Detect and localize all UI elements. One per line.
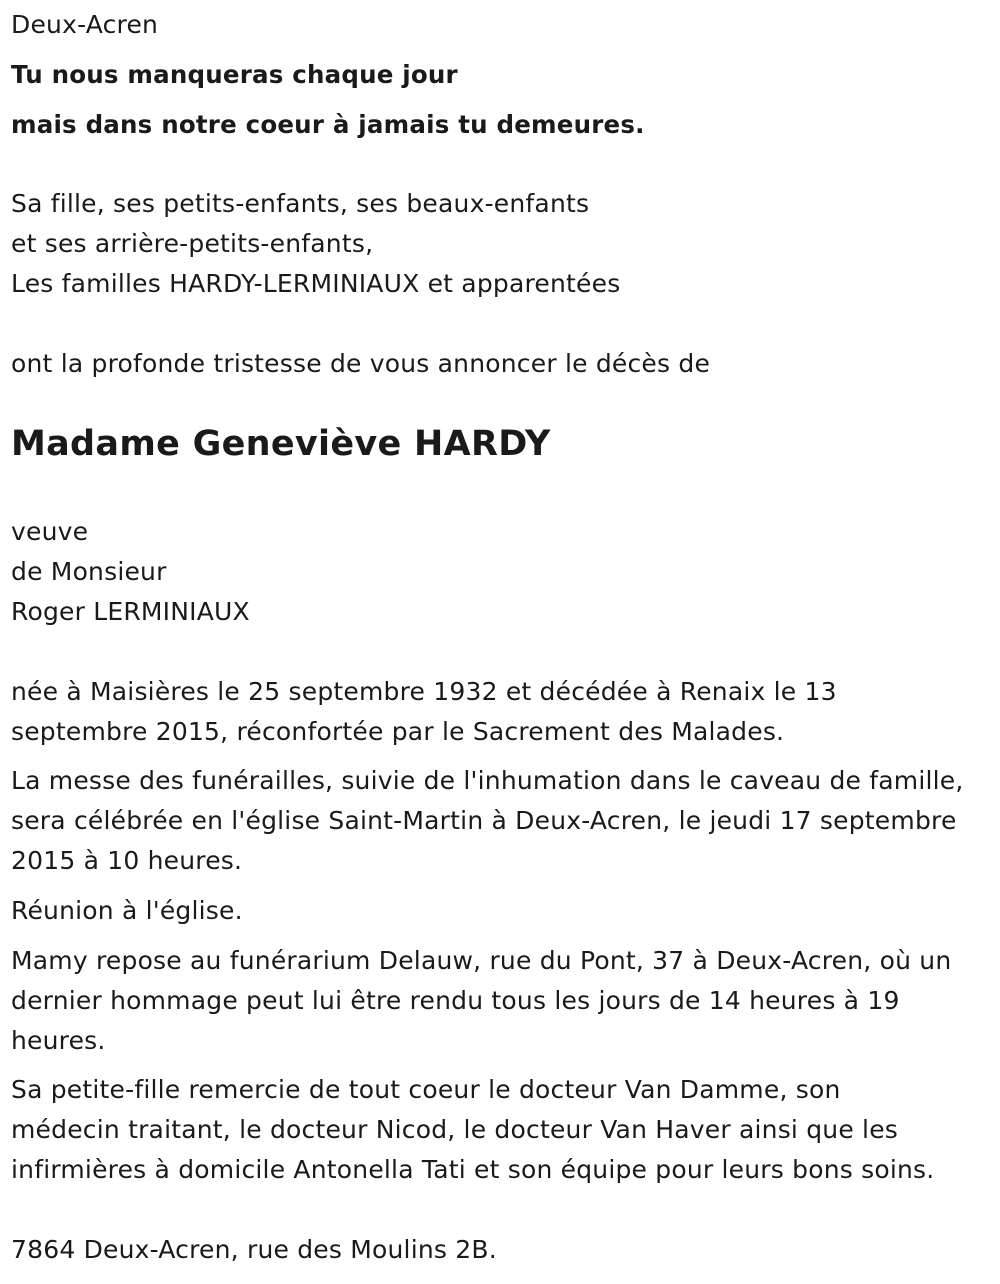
thanks-line-3: infirmières à domicile Antonella Tati et son équipe pour leurs bons soins.: [11, 1155, 935, 1184]
visitation-line-2: dernier hommage peut lui être rendu tous les jours de 14 heures à 19: [11, 986, 900, 1015]
family-line-2: et ses arrière-petits-enfants,: [11, 229, 374, 258]
birth-death-line-1: née à Maisières le 25 septembre 1932 et décédée à Renaix le 13: [11, 677, 837, 706]
spouse-line-3: Roger LERMINIAUX: [11, 597, 250, 626]
address-text: 7864 Deux-Acren, rue des Moulins 2B.: [11, 1235, 497, 1264]
family-line-1: Sa fille, ses petits-enfants, ses beaux-enfants: [11, 189, 590, 218]
funeral-line-2: sera célébrée en l'église Saint-Martin à Deux-Acren, le jeudi 17 septembre: [11, 806, 957, 835]
thanks-line-1: Sa petite-fille remercie de tout coeur le docteur Van Damme, son: [11, 1075, 841, 1104]
spouse-line-1: veuve: [11, 517, 89, 546]
visitation-line-3: heures.: [11, 1026, 106, 1055]
funeral-line-3: 2015 à 10 heures.: [11, 846, 243, 875]
family-line-3: Les familles HARDY-LERMINIAUX et apparentées: [11, 269, 621, 298]
location-header: Deux-Acren: [11, 10, 159, 39]
announcement-text: ont la profonde tristesse de vous annoncer le décès de: [11, 349, 711, 378]
deceased-name: Madame Geneviève HARDY: [11, 424, 551, 464]
verse-line-1: Tu nous manqueras chaque jour: [11, 60, 458, 89]
visitation-line-1: Mamy repose au funérarium Delauw, rue du Pont, 37 à Deux-Acren, où un: [11, 946, 952, 975]
thanks-line-2: médecin traitant, le docteur Nicod, le docteur Van Haver ainsi que les: [11, 1115, 899, 1144]
funeral-line-1: La messe des funérailles, suivie de l'inhumation dans le caveau de famille,: [11, 766, 964, 795]
birth-death-line-2: septembre 2015, réconfortée par le Sacrement des Malades.: [11, 717, 785, 746]
verse-line-2: mais dans notre coeur à jamais tu demeures.: [11, 110, 645, 139]
spouse-line-2: de Monsieur: [11, 557, 167, 586]
meeting-text: Réunion à l'église.: [11, 896, 243, 925]
